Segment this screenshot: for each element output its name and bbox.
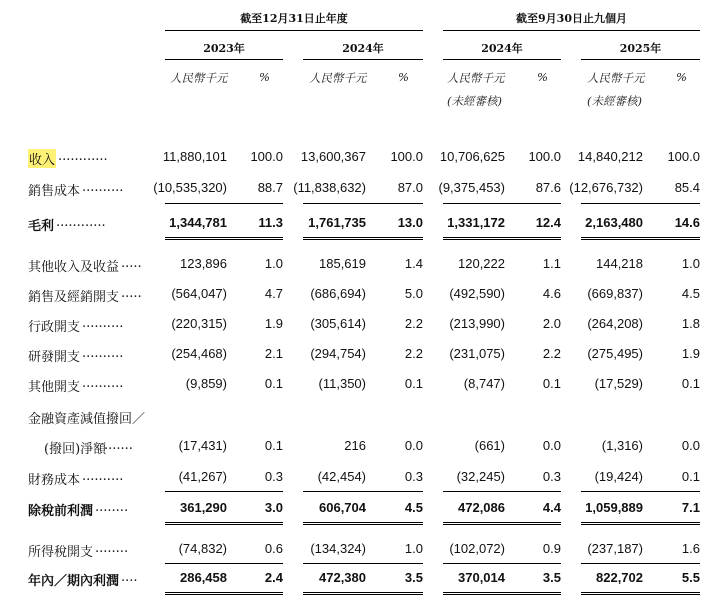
percent-cell: 2.0 [542,316,561,331]
percent-cell: 5.0 [404,286,423,301]
single-rule [165,563,283,564]
percent-cell: 4.5 [404,500,423,515]
percent-cell: 0.1 [542,376,561,391]
amount-cell: 361,290 [180,500,227,515]
percent-cell: 0.0 [681,438,700,453]
unit-label: 人民幣千元 [587,71,645,85]
amount-cell: 13,600,367 [300,149,366,164]
amount-cell: 286,458 [180,570,227,585]
single-rule [303,203,423,204]
percent-cell: 0.0 [542,438,561,453]
row-label: 金融資產減值撥回／ [28,412,146,427]
amount-cell: 472,086 [458,500,505,515]
row-label: 年內／期內利潤 [28,574,120,589]
year-rule [443,59,561,60]
amount-cell: (134,324) [310,541,366,556]
amount-cell: (10,535,320) [153,180,227,195]
amount-cell: 144,218 [596,256,643,271]
row-leader-dots: ............ [56,215,106,230]
amount-cell: 606,704 [319,500,366,515]
amount-cell: (9,859) [185,376,227,391]
percent-cell: 3.5 [404,570,423,585]
percent-cell: 12.4 [535,215,561,230]
pct-label: % [676,70,687,84]
percent-cell: 100.0 [667,149,700,164]
unit-label: 人民幣千元 [309,71,367,85]
amount-cell: (19,424) [594,469,643,484]
percent-cell: 85.4 [674,180,700,195]
single-rule [581,563,700,564]
double-rule [581,237,700,240]
percent-cell: 1.0 [404,541,423,556]
amount-cell: (42,454) [317,469,366,484]
header-rule-annual [165,30,423,31]
percent-cell: 88.7 [257,180,283,195]
year-rule [165,59,283,60]
amount-cell: 11,880,101 [162,149,227,164]
year-rule [581,59,700,60]
amount-cell: 120,222 [458,256,505,271]
percent-cell: 87.0 [397,180,423,195]
amount-cell: (686,694) [310,286,366,301]
double-rule [303,592,423,595]
percent-cell: 7.1 [681,500,700,515]
amount-cell: (11,838,632) [293,180,366,195]
percent-cell: 5.5 [681,570,700,585]
row-label: 銷售成本 [28,184,81,199]
year-rule [303,59,423,60]
percent-cell: 2.2 [404,346,423,361]
row-leader-dots: ............ [58,149,108,164]
percent-cell: 0.1 [264,376,283,391]
year-header-2024-interim: 2024年 [481,42,523,55]
row-leader-dots: .......... [82,180,124,195]
amount-cell: 185,619 [319,256,366,271]
row-leader-dots: ..... [121,286,142,301]
percent-cell: 2.2 [404,316,423,331]
amount-cell: (264,208) [587,316,643,331]
double-rule [443,592,561,595]
amount-cell: (1,316) [601,438,643,453]
row-leader-dots: ........ [95,500,129,515]
percent-cell: 2.4 [264,570,283,585]
row-leader-dots: .......... [82,346,124,361]
single-rule [303,491,423,492]
percent-cell: 4.7 [264,286,283,301]
percent-cell: 2.2 [542,346,561,361]
double-rule [165,592,283,595]
amount-cell: (254,468) [171,346,227,361]
amount-cell: (41,267) [178,469,227,484]
percent-cell: 0.6 [264,541,283,556]
amount-cell: 2,163,480 [585,215,643,230]
amount-cell: (102,072) [449,541,505,556]
single-rule [581,203,700,204]
row-leader-dots: .......... [82,376,124,391]
percent-cell: 1.9 [264,316,283,331]
amount-cell: (275,495) [587,346,643,361]
row-leader-dots: ....... [104,438,133,453]
amount-cell: (669,837) [587,286,643,301]
amount-cell: 370,014 [458,570,505,585]
amount-cell: 123,896 [180,256,227,271]
single-rule [443,563,561,564]
percent-cell: 11.3 [258,215,283,230]
row-label: 其他開支 [28,380,81,395]
double-rule [165,522,283,525]
percent-cell: 0.1 [404,376,423,391]
amount-cell: (294,754) [310,346,366,361]
amount-cell: (213,990) [449,316,505,331]
percent-cell: 1.9 [681,346,700,361]
single-rule [165,203,283,204]
pct-label: % [398,70,409,84]
row-label: 財務成本 [28,473,81,488]
single-rule [165,491,283,492]
percent-cell: 100.0 [250,149,283,164]
percent-cell: 1.0 [681,256,700,271]
percent-cell: 13.0 [397,215,423,230]
row-label: 收入 [28,149,56,168]
single-rule [581,491,700,492]
percent-cell: 0.3 [404,469,423,484]
double-rule [581,592,700,595]
row-label: 所得稅開支 [28,545,94,560]
amount-cell: (17,529) [594,376,643,391]
amount-cell: (17,431) [178,438,227,453]
row-label: 其他收入及收益 [28,260,120,275]
amount-cell: (305,614) [310,316,366,331]
amount-cell: (9,375,453) [438,180,505,195]
header-group-annual: 截至12月31日止年度 [240,12,348,25]
unit-label: 人民幣千元 [447,71,505,85]
percent-cell: 0.0 [404,438,423,453]
percent-cell: 4.5 [681,286,700,301]
pct-label: % [537,70,548,84]
amount-cell: (74,832) [178,541,227,556]
double-rule [581,522,700,525]
amount-cell: (661) [474,438,505,453]
percent-cell: 4.6 [542,286,561,301]
percent-cell: 0.1 [264,438,283,453]
unit-label: 人民幣千元 [170,71,228,85]
percent-cell: 2.1 [264,346,283,361]
amount-cell: (32,245) [456,469,505,484]
amount-cell: (8,747) [463,376,505,391]
year-header-2023: 2023年 [203,42,245,55]
double-rule [443,237,561,240]
row-label: 毛利 [28,219,55,234]
amount-cell: 1,761,735 [308,215,366,230]
amount-cell: 10,706,625 [439,149,505,164]
percent-cell: 0.9 [542,541,561,556]
percent-cell: 1.4 [404,256,423,271]
single-rule [443,491,561,492]
amount-cell: 1,331,172 [447,215,505,230]
amount-cell: 14,840,212 [577,149,643,164]
amount-cell: (564,047) [171,286,227,301]
amount-cell: 1,059,889 [585,500,643,515]
header-group-interim: 截至9月30日止九個月 [516,12,627,25]
double-rule [443,522,561,525]
row-leader-dots: .... [121,570,138,585]
percent-cell: 87.6 [535,180,561,195]
percent-cell: 0.1 [681,376,700,391]
amount-cell: 822,702 [596,570,643,585]
year-header-2024: 2024年 [342,42,384,55]
row-leader-dots: ..... [121,256,142,271]
double-rule [165,237,283,240]
percent-cell: 1.1 [542,256,561,271]
percent-cell: 100.0 [528,149,561,164]
unaudited-label: (未經審核) [587,94,642,108]
amount-cell: (12,676,732) [569,180,643,195]
amount-cell: (11,350) [318,376,366,391]
header-rule-interim [443,30,700,31]
row-leader-dots: .......... [82,469,124,484]
row-label-cont: (撥回)淨額 [44,442,107,457]
amount-cell: (231,075) [449,346,505,361]
double-rule [303,522,423,525]
percent-cell: 3.5 [542,570,561,585]
row-label: 研發開支 [28,350,81,365]
percent-cell: 4.4 [542,500,561,515]
percent-cell: 1.6 [681,541,700,556]
amount-cell: 216 [344,438,366,453]
percent-cell: 1.0 [264,256,283,271]
pct-label: % [259,70,270,84]
percent-cell: 0.1 [681,469,700,484]
single-rule [303,563,423,564]
row-label: 除稅前利潤 [28,504,94,519]
percent-cell: 14.6 [674,215,700,230]
percent-cell: 0.3 [542,469,561,484]
row-label: 行政開支 [28,320,81,335]
amount-cell: 1,344,781 [169,215,227,230]
unaudited-label: (未經審核) [447,94,502,108]
single-rule [443,203,561,204]
row-leader-dots: ........ [95,541,129,556]
percent-cell: 1.8 [681,316,700,331]
amount-cell: (237,187) [587,541,643,556]
double-rule [303,237,423,240]
row-label: 銷售及經銷開支 [28,290,120,305]
amount-cell: 472,380 [319,570,366,585]
percent-cell: 100.0 [390,149,423,164]
year-header-2025-interim: 2025年 [619,42,662,55]
amount-cell: (220,315) [171,316,227,331]
percent-cell: 3.0 [264,500,283,515]
amount-cell: (492,590) [449,286,505,301]
percent-cell: 0.3 [264,469,283,484]
row-leader-dots: .......... [82,316,124,331]
